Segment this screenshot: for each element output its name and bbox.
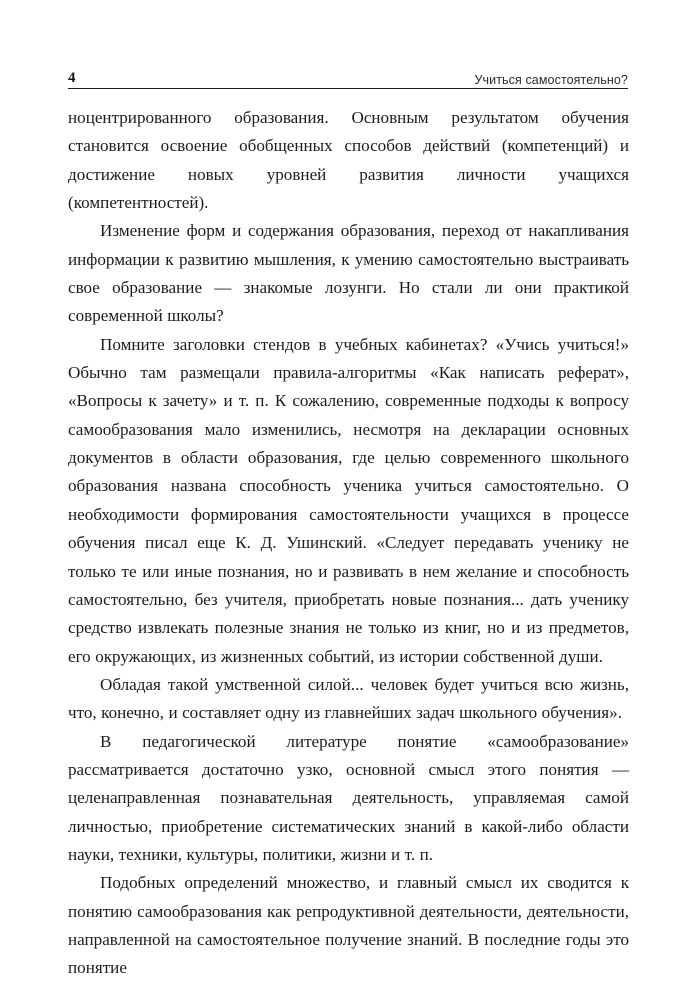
paragraph: ноцентрированного образования. Основным результатом обучения становится освоение обобщенных способов действий (компетенций) и достижение новых уровней развития личности учащихся (компетентностей).	[68, 108, 629, 213]
body-text-block	[68, 104, 629, 983]
paragraph: В педагогической литературе понятие «самообразование» рассматривается достаточно узко, основной смысл этого понятия — целенаправленная познавательная деятельность, управляемая самой личностью, приобретение систематических знаний в какой-либо области науки, техники, культуры, политики, жизни и т. п.	[68, 731, 629, 864]
running-title: Учиться самостоятельно?	[474, 72, 628, 87]
paragraph: Обладая такой умственной силой... человек будет учиться всю жизнь, что, конечно, и составляет одну из главнейших задач школьного обучения».	[68, 674, 629, 723]
paragraph: Изменение форм и содержания образования, переход от накапливания информации к развитию мышления, к умению самостоятельно выстраивать свое образование — знакомые лозунги. Но стали ли они практикой современной школы?	[68, 221, 629, 326]
paragraph: Подобных определений множество, и главный смысл их сводится к понятию самообразования как репродуктивной деятельности, деятельности, направленной на самостоятельное получение знаний. В последние годы это понятие	[68, 873, 629, 978]
page-number: 4	[68, 70, 76, 86]
running-head	[68, 60, 628, 86]
header-rule-divider	[68, 88, 628, 89]
paragraph: Помните заголовки стендов в учебных кабинетах? «Учись учиться!» Обычно там размещали правила-алгоритмы «Как написать реферат», «Вопросы к зачету» и т. п. К сожалению, современные подходы к вопросу самообразования мало изменились, несмотря на декларации основных документов в области образования, где целью современного школьного образования названа способность ученика учиться самостоятельно. О необходимости формирования самостоятельности учащихся в процессе обучения писал еще К. Д. Ушинский. «Следует передавать ученику не только те или иные познания, но и развивать в нем желание и способность самостоятельно, без учителя, приобретать новые познания... дать ученику средство извлекать полезные знания не только из книг, но и из предметов, его окружающих, из жизненных событий, из истории собственной души.	[68, 334, 629, 666]
